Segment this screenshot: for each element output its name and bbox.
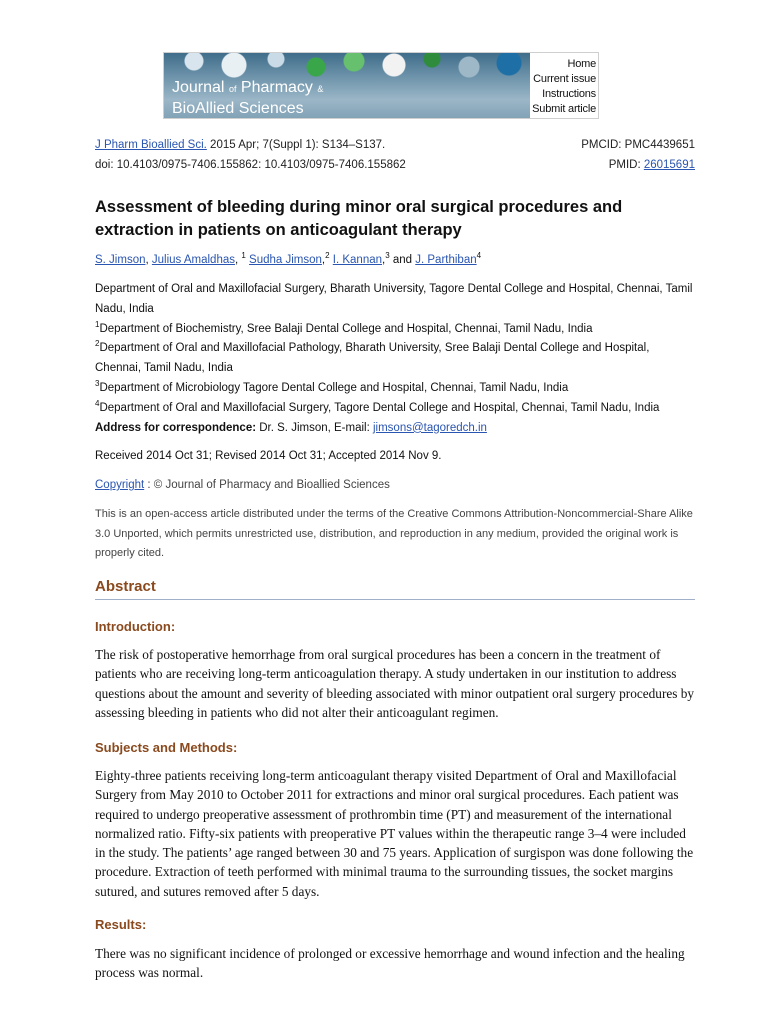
author-sep: , [145, 254, 152, 266]
section-heading-methods: Subjects and Methods: [95, 740, 238, 755]
affiliation-text: Department of Oral and Maxillofacial Pathology, Bharath University, Sree Balaji Dental College and Hospital, Chennai, Tamil Nadu, India [95, 342, 650, 375]
affiliation-text: Department of Oral and Maxillofacial Surgery, Tagore Dental College and Hospital, Chennai, Tamil Nadu, India [99, 401, 660, 414]
nav-instructions-link[interactable]: Instructions [542, 88, 596, 100]
nav-home-link[interactable]: Home [567, 58, 596, 70]
author-sep: , [235, 254, 242, 266]
doi: doi: 10.4103/0975-7406.155862: 10.4103/0975-7406.155862 [95, 159, 406, 171]
author-link[interactable]: Sudha Jimson [249, 254, 322, 266]
author-link[interactable]: S. Jimson [95, 254, 146, 266]
logo-line-2: BioAllied Sciences [172, 100, 304, 117]
author-sep: , [382, 254, 386, 266]
citation-line-2 [95, 158, 695, 172]
license-text: This is an open-access article distributed under the terms of the Creative Commons Attribution-Noncommercial-Share Alike 3.0 Unported, which permits unrestricted use, distribution, and reproduction in any medium, provided the original work is properly cited. [95, 508, 693, 559]
email-link[interactable]: jimsons@tagoredch.in [372, 421, 487, 434]
abstract-heading: Abstract [95, 578, 695, 600]
affiliation [95, 339, 695, 379]
affiliation-sup: 1 [95, 319, 100, 329]
correspondence-label: Address for correspondence: [95, 421, 257, 434]
section-body-introduction: The risk of postoperative hemorrhage from oral surgical procedures has been a concern in the treatment of patients who are receiving long-term anticoagulation therapy. A study undertaken in our institution to address questions about the amount and severity of bleeding associated with minor outpatient oral surgery procedures by assessing bleeding in patients who did not alter their anticoagulant regimen. [95, 647, 695, 720]
author-sup: 1 [241, 251, 246, 261]
correspondence-text: Dr. S. Jimson, E-mail: [256, 421, 373, 434]
logo-word-pharmacy: Pharmacy [240, 79, 313, 96]
journal-link[interactable]: J Pharm Bioallied Sci. [95, 139, 207, 151]
nav-current-issue-link[interactable]: Current issue [533, 73, 596, 85]
affiliations [95, 280, 695, 438]
affiliation-text: Department of Oral and Maxillofacial Surgery, Bharath University, Tagore Dental College and Hospital, Chennai, Tamil Nadu, India [95, 283, 693, 315]
article-title: Assessment of bleeding during minor oral surgical procedures and extraction in patients on anticoagulant therapy [95, 198, 623, 239]
author-link[interactable]: I. Kannan [332, 254, 383, 266]
author-sup: 2 [325, 251, 330, 261]
citation-volume: 2015 Apr; 7(Suppl 1): S134–S137. [206, 139, 386, 151]
affiliation-text: Department of Microbiology Tagore Dental College and Hospital, Chennai, Tamil Nadu, India [99, 381, 569, 394]
affiliation [95, 320, 695, 340]
journal-banner [163, 52, 599, 119]
copyright-text: : © Journal of Pharmacy and Bioallied Sciences [144, 479, 390, 491]
history-dates: Received 2014 Oct 31; Revised 2014 Oct 31; Accepted 2014 Nov 9. [95, 450, 442, 462]
nav-submit-article-link[interactable]: Submit article [532, 103, 596, 115]
banner-nav [530, 53, 598, 119]
section-heading-results: Results: [95, 917, 147, 932]
banner-image [164, 53, 532, 119]
author-link[interactable]: J. Parthiban [415, 254, 477, 266]
logo-word-amp: & [317, 84, 324, 94]
author-and: and [389, 254, 416, 266]
citation-line-1 [95, 138, 695, 152]
copyright-link[interactable]: Copyright [95, 479, 145, 491]
copyright-line [95, 478, 390, 492]
affiliation [95, 280, 695, 320]
affiliation [95, 399, 695, 419]
affiliation [95, 379, 695, 399]
pmid [609, 158, 695, 172]
affiliation-sup: 4 [95, 398, 100, 408]
affiliation-sup: 2 [95, 339, 100, 349]
section-body-results: There was no significant incidence of prolonged or excessive hemorrhage and wound infection and the healing process was normal. [95, 946, 685, 981]
section-body-methods: Eighty-three patients receiving long-term anticoagulant therapy visited Department of Oral and Maxillofacial Surgery from May 2010 to October 2011 for extractions and minor oral surgical procedures. Each patient was required to undergo preoperative assessment of prothrombin time (PT) and measurement of the international normalized ratio. Fifty-six patients with preoperative PT values within the therapeutic range 3–4 were included in the study. The patients’ age ranged between 30 and 75 years. Application of surgispon was done following the procedure. Extraction of teeth performed with minimal trauma to the surrounding tissues, the socket margins sutured, and sutures removed after 5 days. [95, 768, 694, 899]
logo-word-of: of [228, 84, 237, 94]
pmid-label: PMID: [608, 159, 644, 171]
author-sep: , [321, 254, 326, 266]
author-link[interactable]: Julius Amaldhas [151, 254, 235, 266]
author-sup: 3 [385, 251, 390, 261]
pmcid: PMCID: PMC4439651 [581, 139, 695, 151]
author-sup: 4 [476, 251, 482, 261]
logo-word-journal: Journal [172, 79, 225, 96]
section-heading-introduction: Introduction: [95, 619, 176, 634]
affiliation-text: Department of Biochemistry, Sree Balaji Dental College and Hospital, Chennai, Tamil Nadu, India [99, 322, 593, 335]
author-list [95, 253, 481, 267]
journal-logo-title [172, 78, 323, 119]
pmid-link[interactable]: 26015691 [643, 159, 695, 171]
affiliation-sup: 3 [95, 379, 100, 389]
correspondence [95, 419, 695, 439]
